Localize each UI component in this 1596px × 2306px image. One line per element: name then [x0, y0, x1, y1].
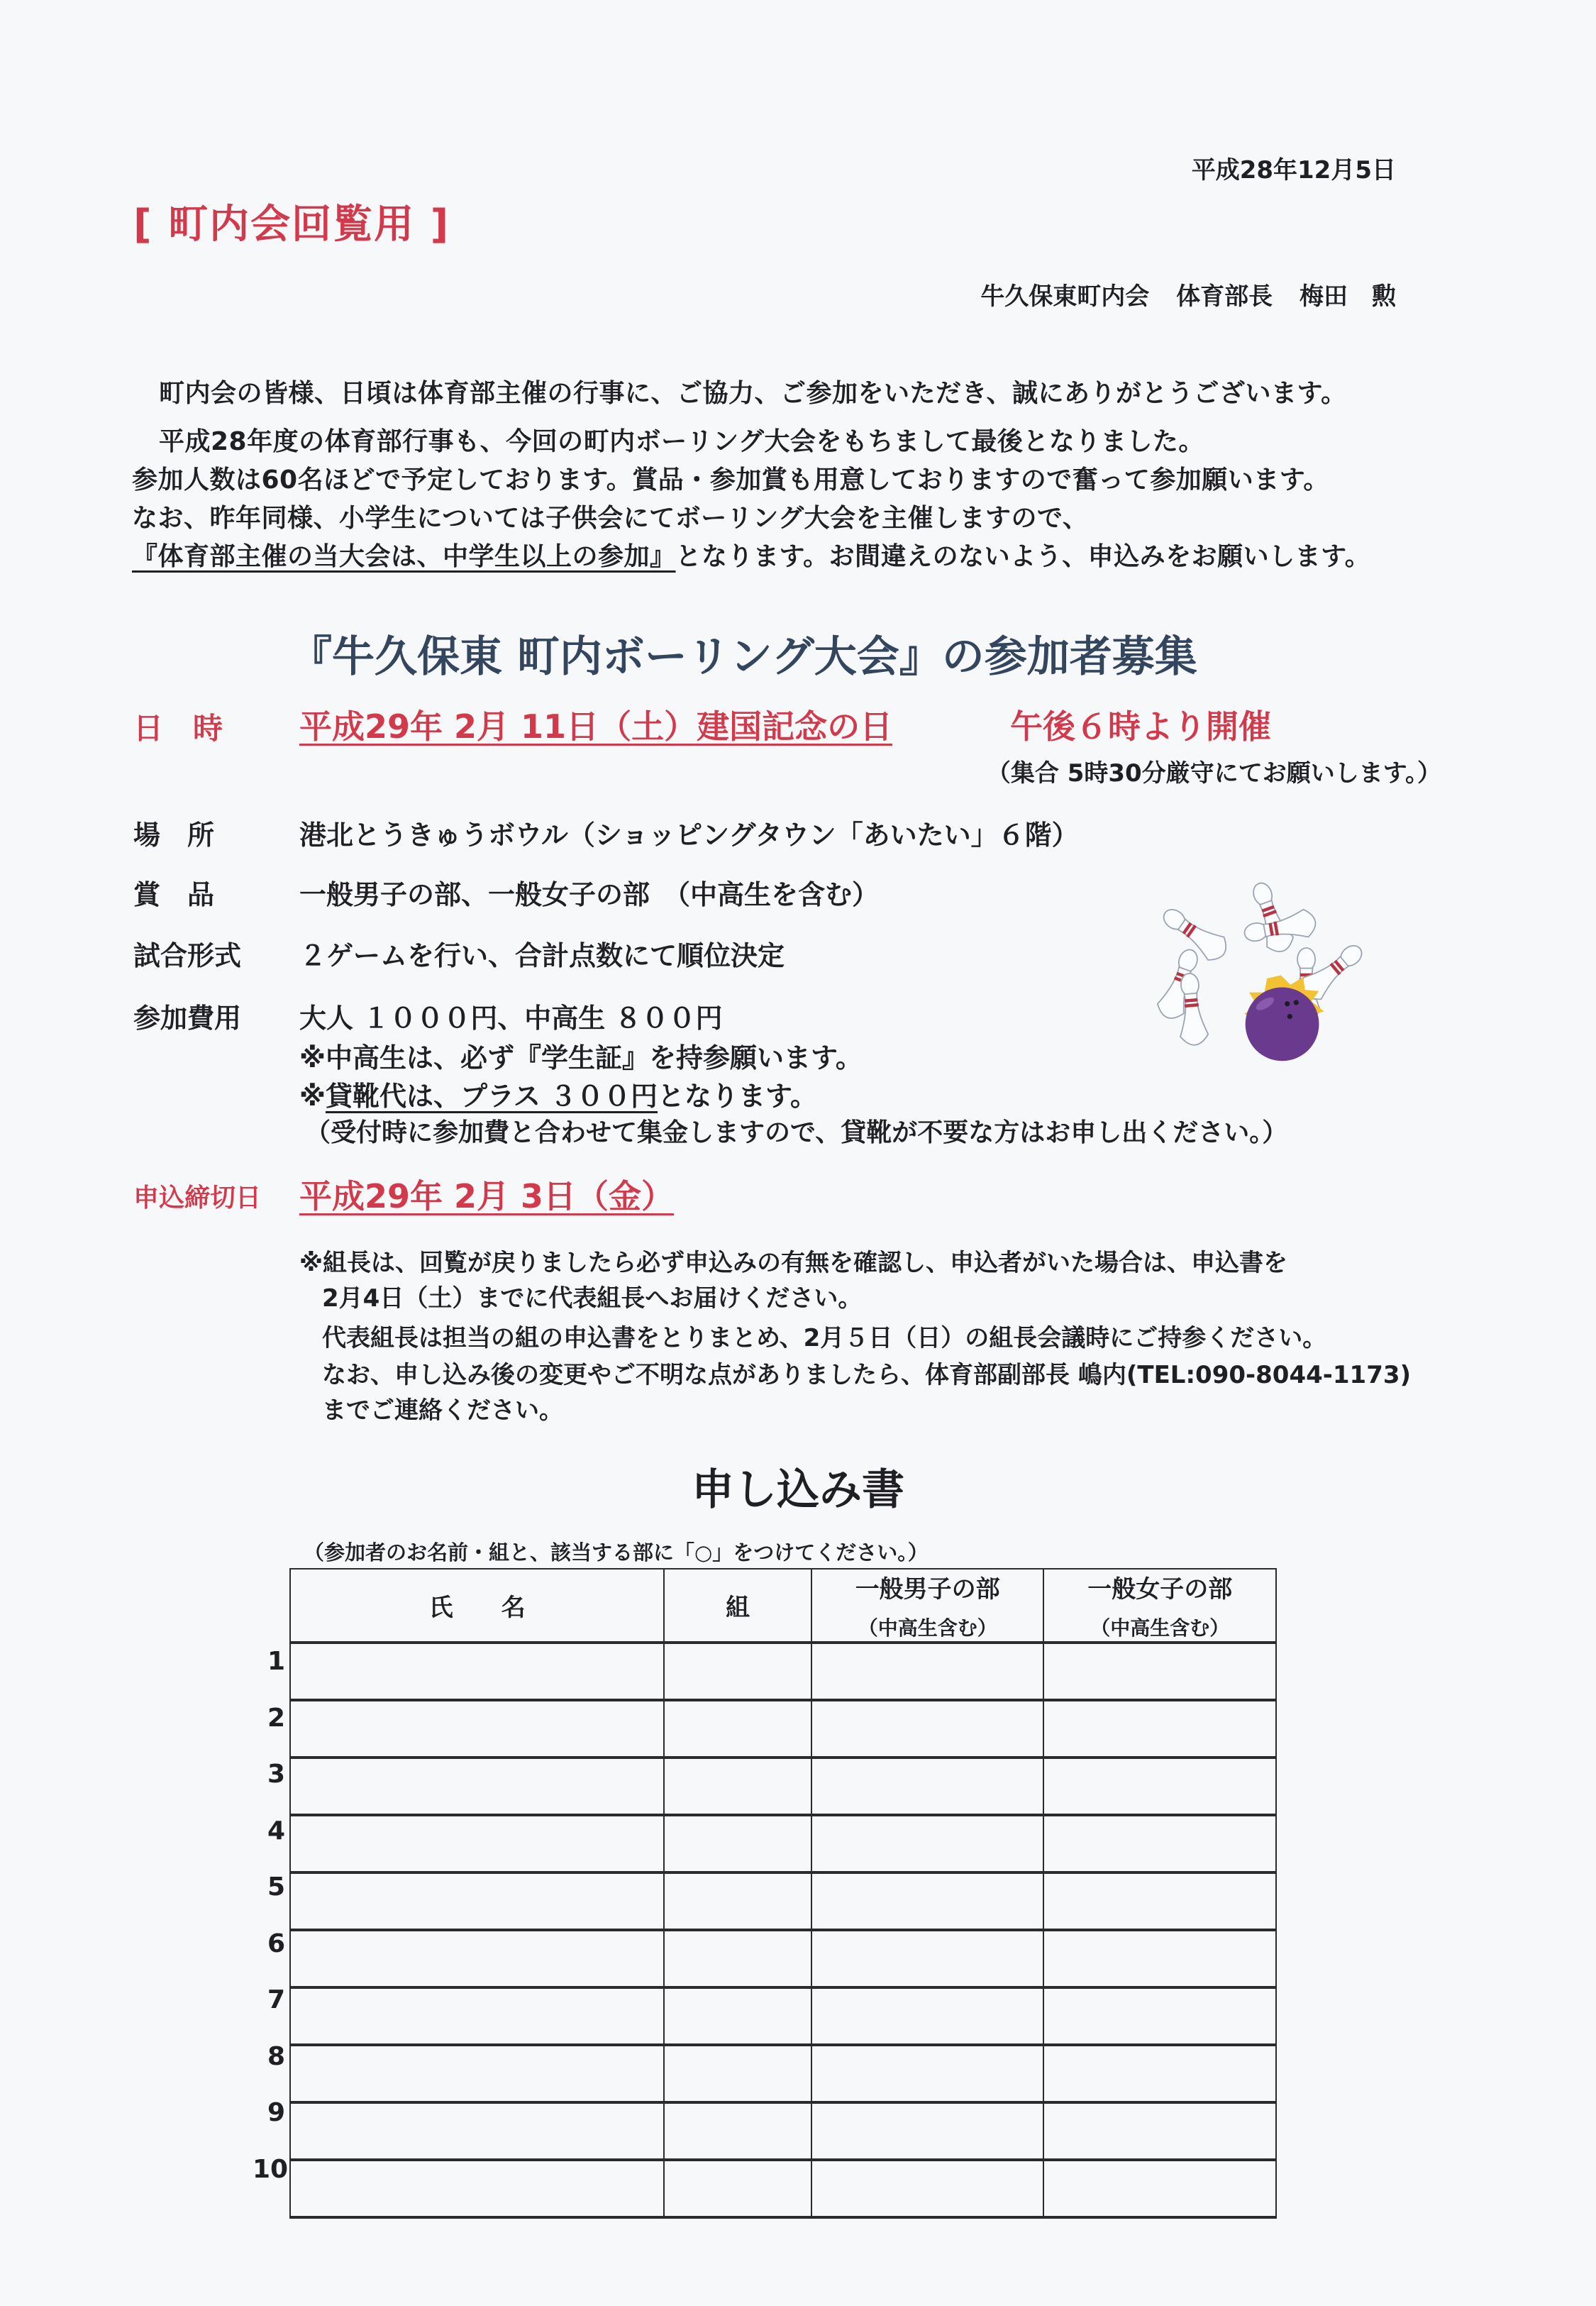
table-header-row	[290, 1569, 1276, 1643]
column-header-women-label: 一般女子の部	[1087, 1575, 1233, 1604]
group-cell[interactable]	[664, 1815, 811, 1872]
fee-note-shoes-rest: となります。	[658, 1081, 818, 1112]
women-division-cell[interactable]	[1043, 1815, 1276, 1872]
name-cell[interactable]	[290, 1930, 664, 1987]
women-division-cell[interactable]	[1043, 2102, 1276, 2160]
prize-label: 賞 品	[133, 879, 215, 910]
form-note: （参加者のお名前・組と、該当する部に「○」をつけてください。）	[304, 1540, 929, 1565]
intro-p3: 参加人数は60名ほどで予定しております。賞品・参加賞も用意しておりますので奮って参加願います。	[132, 465, 1329, 495]
name-cell[interactable]	[290, 1872, 664, 1930]
author-name: 梅田 勲	[1299, 282, 1396, 311]
women-division-cell[interactable]	[1043, 1758, 1276, 1815]
row-number: 5	[267, 1872, 285, 1902]
table-row	[290, 1700, 1276, 1758]
row-number: 4	[267, 1816, 285, 1846]
group-cell[interactable]	[664, 1700, 811, 1758]
name-cell[interactable]	[290, 1987, 664, 2045]
format-value: ２ゲームを行い、合計点数にて順位決定	[299, 940, 785, 971]
men-division-cell[interactable]	[811, 1700, 1044, 1758]
column-header-women-sub: （中高生含む）	[1090, 1616, 1230, 1640]
men-division-cell[interactable]	[811, 2045, 1044, 2102]
row-number: 2	[267, 1703, 285, 1733]
intro-p1: 町内会の皆様、日頃は体育部主催の行事に、ご協力、ご参加をいただき、誠にありがとうございます。	[159, 379, 1347, 408]
row-numbers	[253, 1633, 289, 2197]
application-form-table	[289, 1568, 1277, 2219]
table-row	[290, 2102, 1276, 2160]
women-division-cell[interactable]	[1043, 2160, 1276, 2217]
row-number: 3	[267, 1760, 285, 1789]
table-row	[290, 1872, 1276, 1930]
row-number: 7	[267, 1985, 285, 2014]
table-row	[290, 1987, 1276, 2045]
column-header-men-sub: （中高生含む）	[858, 1616, 997, 1640]
fee-note-shoes-prefix: ※	[299, 1081, 326, 1112]
circulation-label: [ 町内会回覧用 ]	[133, 202, 450, 248]
group-cell[interactable]	[664, 2160, 811, 2217]
group-cell[interactable]	[664, 1872, 811, 1930]
deadline-label: 申込締切日	[133, 1184, 262, 1213]
intro-p5-rest: となります。お間違えのないよう、申込みをお願いします。	[675, 542, 1371, 571]
women-division-cell[interactable]	[1043, 2045, 1276, 2102]
intro-p5	[132, 536, 1370, 573]
row-number: 9	[267, 2098, 285, 2127]
women-division-cell[interactable]	[1043, 1700, 1276, 1758]
event-title: 『牛久保東 町内ボーリング大会』の参加者募集	[289, 632, 1197, 682]
men-division-cell[interactable]	[811, 2102, 1044, 2160]
name-cell[interactable]	[290, 2102, 664, 2160]
women-division-cell[interactable]	[1043, 1987, 1276, 2045]
group-cell[interactable]	[664, 2045, 811, 2102]
name-cell[interactable]	[290, 1643, 664, 1700]
table-row	[290, 2160, 1276, 2217]
column-header-men	[811, 1569, 1044, 1643]
row-number: 8	[267, 2041, 285, 2071]
men-division-cell[interactable]	[811, 1643, 1044, 1700]
column-header-women	[1043, 1569, 1276, 1643]
prize-value: 一般男子の部、一般女子の部 （中高生を含む）	[299, 879, 880, 910]
place-value: 港北とうきゅうボウル（ショッピングタウン「あいたい」６階）	[299, 820, 1079, 851]
men-division-cell[interactable]	[811, 1815, 1044, 1872]
group-cell[interactable]	[664, 2102, 811, 2160]
intro-p2: 平成28年度の体育部行事も、今回の町内ボーリング大会をもちまして最後となりました。	[159, 427, 1204, 456]
group-cell[interactable]	[664, 1930, 811, 1987]
women-division-cell[interactable]	[1043, 1930, 1276, 1987]
column-header-men-label: 一般男子の部	[855, 1575, 1000, 1604]
bowling-ball-icon	[1246, 987, 1319, 1061]
document-date: 平成28年12月5日	[1191, 156, 1396, 184]
fee-label: 参加費用	[133, 1003, 242, 1034]
instructions-line4: なお、申し込み後の変更やご不明な点がありましたら、体育部副部長 嶋内(TEL:090-8044-1173)	[322, 1361, 1412, 1389]
gather-note: （集合 5時30分厳守にてお願いします。）	[986, 759, 1441, 788]
fee-note-shoes-emphasis: 貸靴代は、プラス ３００円	[325, 1081, 658, 1112]
women-division-cell[interactable]	[1043, 1872, 1276, 1930]
men-division-cell[interactable]	[811, 1987, 1044, 2045]
datetime-label: 日 時	[133, 711, 223, 746]
instructions-line3: 代表組長は担当の組の申込書をとりまとめ、2月５日（日）の組長会議時にご持参ください。	[322, 1324, 1327, 1352]
men-division-cell[interactable]	[811, 2160, 1044, 2217]
row-number: 1	[267, 1647, 285, 1676]
fee-note-collection: （受付時に参加費と合わせて集金しますので、貸靴が不要な方はお申し出ください。）	[305, 1118, 1288, 1147]
place-label: 場 所	[133, 820, 215, 851]
men-division-cell[interactable]	[811, 1872, 1044, 1930]
row-number: 6	[267, 1929, 285, 1958]
author-line	[980, 277, 1396, 311]
name-cell[interactable]	[290, 2160, 664, 2217]
fee-note-student-id: ※中高生は、必ず『学生証』を持参願います。	[299, 1042, 863, 1074]
start-time: 午後６時より開催	[1010, 707, 1271, 746]
row-number: 10	[253, 2154, 289, 2184]
author-org: 牛久保東町内会	[980, 282, 1150, 311]
table-row	[290, 1643, 1276, 1700]
name-cell[interactable]	[290, 1700, 664, 1758]
table-row	[290, 2045, 1276, 2102]
form-title: 申し込み書	[692, 1465, 904, 1515]
men-division-cell[interactable]	[811, 1758, 1044, 1815]
format-label: 試合形式	[133, 940, 242, 971]
intro-p4: なお、昨年同様、小学生については子供会にてボーリング大会を主催しますので、	[132, 504, 1089, 533]
author-role: 体育部長	[1176, 282, 1273, 311]
fee-note-shoes	[299, 1074, 817, 1113]
name-cell[interactable]	[290, 1815, 664, 1872]
fee-value: 大人 １０００円、中高生 ８００円	[299, 1003, 723, 1034]
table-row	[290, 1758, 1276, 1815]
group-cell[interactable]	[664, 1758, 811, 1815]
women-division-cell[interactable]	[1043, 1643, 1276, 1700]
group-cell[interactable]	[664, 1643, 811, 1700]
bowling-illustration	[1135, 859, 1376, 1086]
table-row	[290, 1815, 1276, 1872]
men-division-cell[interactable]	[811, 1930, 1044, 1987]
column-header-name: 氏 名	[290, 1569, 664, 1643]
name-cell[interactable]	[290, 1758, 664, 1815]
instructions-line1: ※組長は、回覧が戻りましたら必ず申込みの有無を確認し、申込者がいた場合は、申込書を	[299, 1249, 1288, 1277]
intro-p5-emphasis: 『体育部主催の当大会は、中学生以上の参加』	[132, 542, 676, 571]
instructions-line5: までご連絡ください。	[322, 1396, 563, 1425]
deadline-value: 平成29年 2月 3日（金）	[299, 1177, 675, 1215]
group-cell[interactable]	[664, 1987, 811, 2045]
instructions-line2: 2月4日（土）までに代表組長へお届けください。	[322, 1284, 863, 1313]
datetime-value: 平成29年 2月 11日（土）建国記念の日	[299, 707, 893, 746]
column-header-group: 組	[664, 1569, 811, 1643]
name-cell[interactable]	[290, 2045, 664, 2102]
table-row	[290, 1930, 1276, 1987]
